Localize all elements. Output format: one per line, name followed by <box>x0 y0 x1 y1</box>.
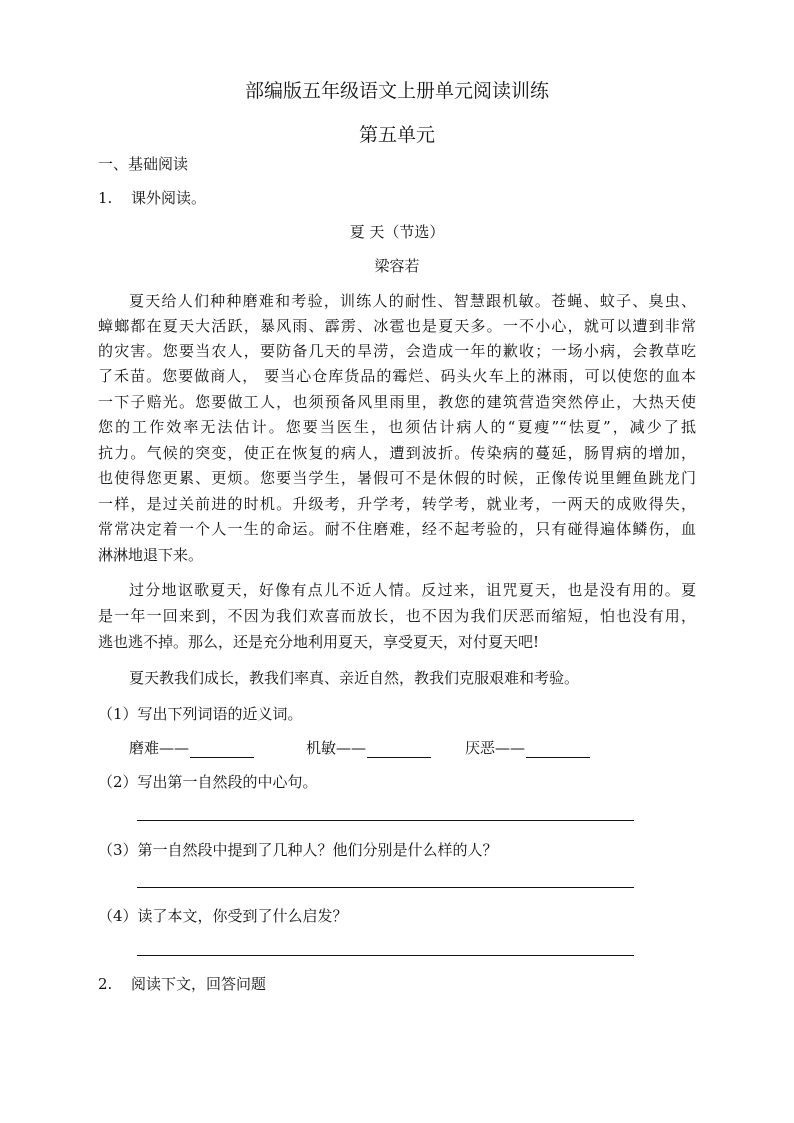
subquestion-4-prompt: （4）读了本文，你受到了什么启发？ <box>98 907 348 925</box>
paragraph-1-line: 常常决定着一个人一生的命运。耐不住磨难，经不起考验的，只有碰得遍体鳞伤，血 <box>98 520 696 538</box>
paragraph-1-line: 抗力。气候的突变，使正在恢复的病人，遭到波折。传染病的蔓延，肠胃病的增加， <box>98 444 696 462</box>
question-2-text: 阅读下文，回答问题 <box>131 975 267 993</box>
paragraph-1-line: 了禾苗。您要做商人， 要当心仓库货品的霉烂、码头火车上的淋雨，可以使您的血本 <box>98 367 696 385</box>
paragraph-2-line: 是一年一回来到，不因为我们欢喜而放长，也不因为我们厌恶而缩短，怕也没有用， <box>98 607 696 625</box>
passage-author: 梁容若 <box>374 257 420 275</box>
paragraph-1-line: 一样，是过关前进的时机。升级考，升学考，转学考，就业考，一两天的成败得失， <box>98 495 696 513</box>
synonym-word: 机敏—— <box>306 739 367 757</box>
paragraph-1-line: 的灾害。您要当农人，要防备几天的旱涝，会造成一年的歉收；一场小病，会教草吃 <box>98 342 696 360</box>
paragraph-1-line: 一下子赔光。您要做工人，也须预备风里雨里，教您的建筑营造突然停止，大热天使 <box>98 393 696 411</box>
paragraph-1-line: 蟑螂都在夏天大活跃，暴风雨、霹雳、冰雹也是夏天多。一不小心，就可以遭到非常 <box>98 317 696 335</box>
synonym-answer-blank[interactable] <box>190 741 254 758</box>
paragraph-1-line: 也使得您更累、更烦。您要当学生，暑假可不是休假的时候，正像传说里鲤鱼跳龙门 <box>98 469 696 487</box>
paragraph-2-line: 过分地讴歌夏天，好像有点儿不近人情。反过来，诅咒夏天，也是没有用的。夏 <box>129 581 696 599</box>
paragraph-1-line: 淋淋地退下来。 <box>98 546 204 564</box>
question-2-number: 2. <box>98 975 113 993</box>
paragraph-1-line: 夏天给人们种种磨难和考验，训练人的耐性、智慧跟机敏。苍蝇、蚊子、臭虫、 <box>129 292 696 310</box>
synonym-word: 厌恶—— <box>465 739 526 757</box>
document-title: 部编版五年级语文上册单元阅读训练 <box>244 80 549 102</box>
passage-title: 夏 天（节选） <box>349 223 445 241</box>
synonym-answer-blank[interactable] <box>367 741 431 758</box>
question-1-text: 课外阅读。 <box>131 189 207 207</box>
synonym-item <box>465 738 590 758</box>
paragraph-2-line: 逃也逃不掉。那么，还是充分地利用夏天，享受夏天，对付夏天吧! <box>98 633 540 651</box>
synonym-item <box>129 738 254 758</box>
synonym-answer-blank[interactable] <box>526 741 590 758</box>
paragraph-3: 夏天教我们成长，教我们率真、亲近自然，教我们克服艰难和考验。 <box>129 669 580 687</box>
paragraph-1-line: 您的工作效率无法估计。您要当医生，也须估计病人的“夏瘦”“怯夏”，减少了抵 <box>98 418 696 436</box>
subquestion-2-answer-line[interactable] <box>137 820 634 821</box>
section-heading: 一、基础阅读 <box>98 155 189 173</box>
question-1-number: 1. <box>98 189 113 207</box>
subquestion-3-answer-line[interactable] <box>137 887 634 888</box>
subquestion-3-prompt: （3）第一自然段中提到了几种人？他们分别是什么样的人？ <box>98 841 498 859</box>
synonym-word: 磨难—— <box>129 739 190 757</box>
subquestion-1-prompt: （1）写出下列词语的近义词。 <box>98 705 303 723</box>
synonym-item <box>306 738 431 758</box>
subquestion-4-answer-line[interactable] <box>137 955 634 956</box>
subquestion-2-prompt: （2）写出第一自然段的中心句。 <box>98 773 318 791</box>
unit-title: 第五单元 <box>358 124 435 146</box>
